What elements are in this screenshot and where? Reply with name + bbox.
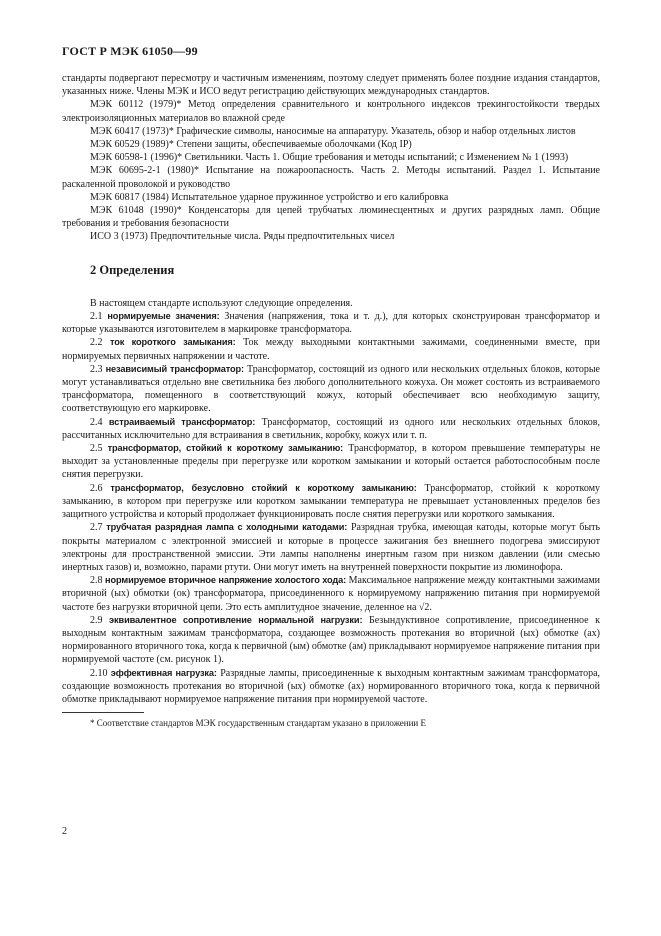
definition-term: трансформатор, стойкий к короткому замыканию: [107, 443, 344, 454]
section-title: 2 Определения [90, 262, 175, 277]
definition-item [62, 310, 600, 336]
definition-term: трансформатор, безусловно стойкий к короткому замыканию: [110, 482, 417, 493]
definition-text: Трансформатор, в котором превышение температуры не выходит за установленные пределы при перегрузке или коротком замыкании и который остается работоспособным после снятия перегрузки. [62, 443, 601, 481]
reference-item: МЭК 60695-2-1 (1980)* Испытание на пожароопасность. Часть 2. Методы испытаний. Раздел 1. Испытание раскаленной проволокой и руководство [62, 165, 600, 190]
definition-number: 2.10 [90, 667, 108, 679]
reference-item: МЭК 60112 (1979)* Метод определения сравнительного и контрольного индексов трекингостойкости твердых электроизоляционных материалов во влажной среде [62, 99, 600, 124]
definition-item [62, 482, 600, 522]
definition-number: 2.9 [90, 614, 103, 626]
definition-item [62, 416, 600, 442]
reference-item: МЭК 61048 (1990)* Конденсаторы для цепей трубчатых люминесцентных и других разрядных ламп. Общие требования и требования безопасности [62, 205, 600, 230]
definition-term: эффективная нагрузка: [110, 667, 217, 678]
definition-number: 2.1 [90, 311, 103, 323]
definition-number: 2.2 [90, 337, 103, 349]
definition-term: нормируемые значения: [107, 311, 220, 322]
definition-number: 2.7 [90, 522, 103, 534]
definition-item [62, 336, 600, 362]
definition-text: Трансформатор, состоящий из одного или нескольких отдельных блоков, которые могут устанавливаться отдельно вне светильника без любого дополнительного кожуха. Он может состоять из встраиваемого трансформатора, помещенного в соответствующий кожух, который обеспечивает всю необходимую защиту, соответствующую его маркировке. [62, 363, 600, 415]
footnote-divider [62, 712, 144, 713]
definition-item [62, 574, 600, 614]
definition-text: Максимальное напряжение между контактными зажимами вторичной (ых) обмотки (ок) трансформатора, присоединенного к нормируемому напряжению питания при нормируемой частоте без нагрузки вторичной цепи. Это есть амплитудное значение, деленное на √2. [62, 575, 601, 613]
definition-text: Безындуктивное сопротивление, присоединенное к выходным контактным зажимам трансформатора, создающее возможность протекания во вторичной (ых) обмотке (ах) нормированного вторичного тока, когда к первичной (ым) обмотке (ам) прикладывают нормируемое напряжение питания при нормируемой частоте (см. рисунок 1). [62, 614, 601, 666]
reference-list [62, 98, 600, 243]
definition-text: Ток между выходными контактными зажимами, соединенными вместе, при нормируемых первичных напряжении и частоте. [62, 337, 601, 362]
definition-number: 2.8 [90, 575, 103, 587]
definition-term: ток короткого замыкания: [109, 337, 236, 348]
definition-number: 2.5 [90, 443, 103, 455]
definition-text: Разрядные лампы, присоединенные к выходным контактным зажимам трансформатора, создающие возможность протекания во вторичной (ых) обмотке (ах) нормированного вторичного тока, когда к первичной обмотке прикладывают нормируемое напряжение питания при нормируемой частоте. [62, 667, 601, 705]
page-header: ГОСТ Р МЭК 61050—99 [62, 44, 198, 58]
intro-paragraph: стандарты подвергают пересмотру и частичным изменениям, поэтому следует применять более поздние издания стандартов, указанных ниже. Члены МЭК и ИСО ведут регистрацию действующих международных стандартов. [62, 73, 600, 98]
definition-number: 2.4 [90, 416, 103, 428]
definition-item [62, 363, 600, 416]
definition-text: Трансформатор, состоящий из одного или нескольких отдельных блоков, рассчитанных исключительно для встраивания в светильник, коробку, кожух или т. п. [62, 416, 601, 441]
definition-item [62, 442, 600, 482]
definition-number: 2.3 [90, 363, 103, 375]
definition-term: эквивалентное сопротивление нормальной нагрузки: [109, 614, 363, 625]
definition-text: Разрядная трубка, имеющая катоды, которые могут быть покрыты материалом с электронной эмиссией и которые в процессе зажигания без внешнего подогрева эмиссируют электроны для пространственной эмиссии. Эти лампы наполнены инертным газом при низком давлении (или смесью инертных газов) и, возможно, парами ртути. Они могут иметь на внутренней поверхности покрытие из люминофора. [62, 522, 601, 573]
reference-item: МЭК 60817 (1984) Испытательное ударное пружинное устройство и его калибровка [90, 191, 449, 203]
definitions-list [62, 310, 600, 706]
definition-text: Трансформатор, стойкий к короткому замыканию, в котором при перегрузке или коротком замыкании температура не превышает установленных пределов без защитного устройства и который продолжает функционировать после снятия перегрузки или короткого замыкания. [62, 482, 601, 521]
reference-item: МЭК 60417 (1973)* Графические символы, наносимые на аппаратуру. Указатель, обзор и набор отдельных листов [90, 125, 576, 137]
definition-term: встраиваемый трансформатор: [108, 416, 256, 427]
definition-term: трубчатая разрядная лампа с холодными катодами: [106, 522, 348, 533]
definition-term: нормируемое вторичное напряжение холостого хода: [105, 575, 347, 586]
definition-item [62, 667, 600, 707]
footnote: * Соответствие стандартов МЭК государственным стандартам указано в приложении Е [90, 718, 426, 729]
definition-number: 2.6 [90, 482, 103, 494]
document-body [62, 72, 600, 730]
definition-text: Значения (напряжения, тока и т. д.), для которых сконструирован трансформатор и которые указываются изготовителем в маркировке трансформатора. [62, 311, 601, 336]
definition-item [62, 521, 600, 574]
reference-item: МЭК 60529 (1989)* Степени защиты, обеспечиваемые оболочками (Код IP) [90, 139, 412, 151]
reference-item: МЭК 60598-1 (1996)* Светильники. Часть 1. Общие требования и методы испытаний; с Изменением № 1 (1993) [90, 152, 569, 164]
reference-item: ИСО 3 (1973) Предпочтительные числа. Ряды предпочтительных чисел [90, 231, 395, 243]
page-number: 2 [62, 826, 67, 837]
definition-item [62, 614, 600, 667]
lead-paragraph: В настоящем стандарте используют следующие определения. [90, 297, 353, 309]
definition-term: независимый трансформатор: [105, 363, 244, 374]
